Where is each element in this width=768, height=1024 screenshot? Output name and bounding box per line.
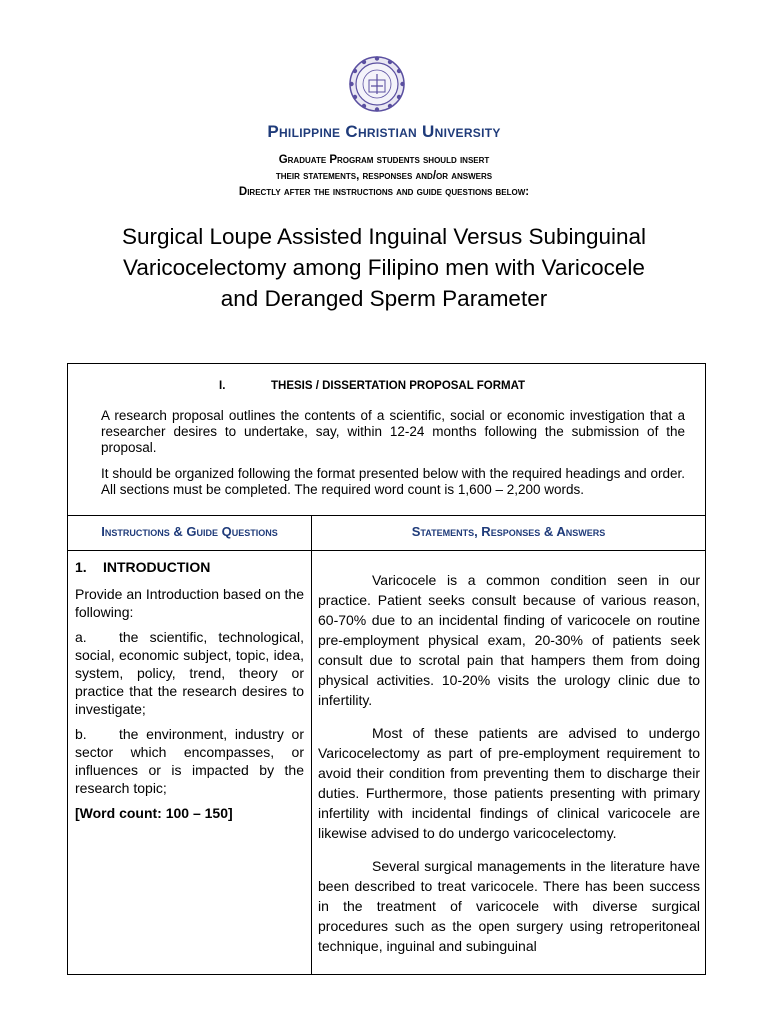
notice-line-3: Directly after the instructions and guide questions below: [238, 186, 530, 198]
item-a-label: a. [75, 629, 87, 645]
title-line-2: Varicocelectomy among Filipino men with Varicocele [123, 255, 645, 280]
proposal-form-table [67, 363, 706, 975]
section-paragraph-1: A research proposal outlines the contents of a scientific, social or economic investigation that a researcher desires to undertake, say, within 12-24 months following the submission of the proposal. [101, 408, 685, 455]
right-column-header: Statements, Responses & Answers [411, 524, 606, 539]
title-line-1: Surgical Loupe Assisted Inguinal Versus Subinguinal [121, 224, 647, 249]
section-paragraph-2: It should be organized following the format presented below with the required headings and order. All sections must be completed. The required word count is 1,600 – 2,200 words. [101, 466, 685, 497]
response-paragraph-2: Most of these patients are advised to undergo Varicocelectomy as part of pre-employment requirement to avoid their condition from preventing them to discharge their duties. Furthermore, those patients presenting with primary infertility with incidental findings of clinical varicocele are likewise advised to do undergo varicocelectomy. [318, 725, 700, 841]
title-line-3: and Deranged Sperm Parameter [220, 286, 548, 311]
notice-line-1: Graduate Program students should insert [278, 154, 490, 166]
university-name: Philippine Christian University [267, 122, 501, 141]
instruction-item-a [75, 628, 304, 718]
item-a-text: the scientific, technological, social, economic subject, topic, idea, system, policy, trend, theory or practice that the research desires to investigate; [75, 629, 304, 717]
item-b-text: the environment, industry or sector which encompasses, or influences or is impacted by the research topic; [75, 726, 304, 796]
section-number: I. [219, 380, 226, 392]
section-title: THESIS / DISSERTATION PROPOSAL FORMAT [271, 380, 526, 392]
notice-line-2: their statements, responses and/or answers [275, 170, 493, 182]
instruction-item-b [75, 725, 304, 797]
responses-column [318, 570, 700, 969]
introduction-instruction: Provide an Introduction based on the following: [75, 586, 304, 620]
introduction-heading [75, 558, 304, 576]
instructions-column [75, 558, 304, 829]
response-paragraph-1: Varicocele is a common condition seen in our practice. Patient seeks consult because of various reason, 60-70% due to an incidental finding of varicocele on routine pre-employment physical exam, 20-30% of patients seek consult due to scrotal pain that hampers them from doing physical activities. 10-20% visits the urology clinic due to infertility. [318, 572, 700, 708]
column-divider [311, 515, 312, 974]
table-divider [68, 515, 705, 516]
response-paragraph-3: Several surgical managements in the literature have been described to treat varicocele. There has been success in the treatment of varicocele with diverse surgical procedures such as the open surgery using retroperitoneal technique, inguinal and subinguinal [318, 858, 700, 954]
item-b-label: b. [75, 726, 87, 742]
introduction-title: INTRODUCTION [103, 559, 211, 575]
left-column-header: Instructions & Guide Questions [101, 524, 278, 539]
document-title [0, 221, 768, 314]
header-divider [68, 550, 705, 551]
word-count-requirement: [Word count: 100 – 150] [75, 805, 233, 821]
introduction-number: 1. [75, 559, 87, 575]
university-seal-icon [349, 56, 405, 112]
